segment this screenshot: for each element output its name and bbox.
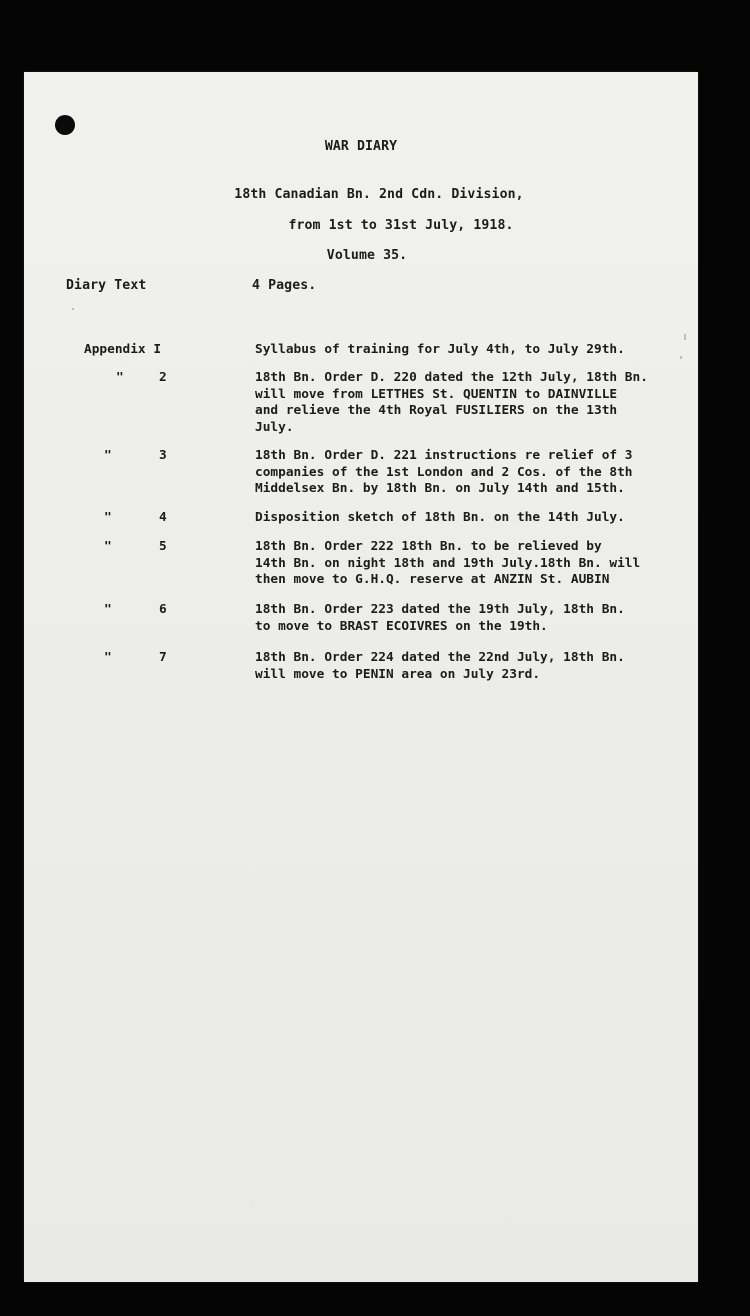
period-heading: from 1st to 31st July, 1918. — [288, 218, 514, 233]
appendix-line: 18th Bn. Order D. 220 dated the 12th July, 18th Bn. — [255, 370, 648, 385]
volume-heading: Volume 35. — [326, 248, 408, 263]
paper-speck — [684, 334, 686, 340]
appendix-line: then move to G.H.Q. reserve at ANZIN St. AUBIN — [255, 572, 610, 587]
paper-speck — [680, 356, 682, 359]
appendix-number: 6 — [159, 602, 167, 617]
appendix-mark: Appendix I — [84, 342, 162, 357]
appendix-line: 18th Bn. Order 223 dated the 19th July, 18th Bn. — [255, 602, 625, 617]
diary-text-value: 4 Pages. — [252, 278, 317, 293]
appendix-line: to move to BRAST ECOIVRES on the 19th. — [255, 618, 548, 634]
appendix-number: 2 — [159, 370, 167, 385]
ditto-mark: " — [104, 510, 112, 525]
ditto-mark: " — [104, 602, 112, 617]
ditto-mark: " — [104, 448, 112, 463]
appendix-number: 3 — [159, 448, 167, 463]
appendix-line: companies of the 1st London and 2 Cos. of the 8th — [255, 464, 633, 480]
appendix-number: 4 — [159, 510, 167, 525]
appendix-line: July. — [255, 419, 294, 435]
appendix-line: and relieve the 4th Royal FUSILIERS on the 13th — [255, 403, 618, 418]
appendix-line: Syllabus of training for July 4th, to July 29th. — [255, 342, 625, 357]
diary-text-label: Diary Text — [66, 278, 147, 293]
appendix-line: 18th Bn. Order 222 18th Bn. to be relieved by — [255, 539, 602, 554]
document-page — [24, 72, 698, 1282]
appendix-line: will move to PENIN area on July 23rd. — [255, 666, 541, 682]
unit-heading: 18th Canadian Bn. 2nd Cdn. Division, — [234, 187, 524, 202]
appendix-line: 18th Bn. Order D. 221 instructions re relief of 3 — [255, 448, 633, 463]
appendix-number: 7 — [159, 650, 167, 665]
appendix-line: 14th Bn. on night 18th and 19th July.18th Bn. will — [255, 555, 641, 571]
document-title: WAR DIARY — [324, 139, 398, 154]
appendix-line: Middelsex Bn. by 18th Bn. on July 14th and 15th. — [255, 481, 625, 496]
appendix-line: will move from LETTHES St. QUENTIN to DAINVILLE — [255, 386, 618, 402]
appendix-line: Disposition sketch of 18th Bn. on the 14th July. — [255, 510, 625, 525]
punch-hole — [55, 115, 75, 135]
appendix-number: 5 — [159, 539, 167, 554]
ditto-mark: " — [104, 650, 112, 665]
paper-speck — [72, 308, 74, 310]
appendix-line: 18th Bn. Order 224 dated the 22nd July, 18th Bn. — [255, 650, 625, 665]
ditto-mark: " — [104, 539, 112, 554]
ditto-mark: " — [116, 370, 124, 385]
